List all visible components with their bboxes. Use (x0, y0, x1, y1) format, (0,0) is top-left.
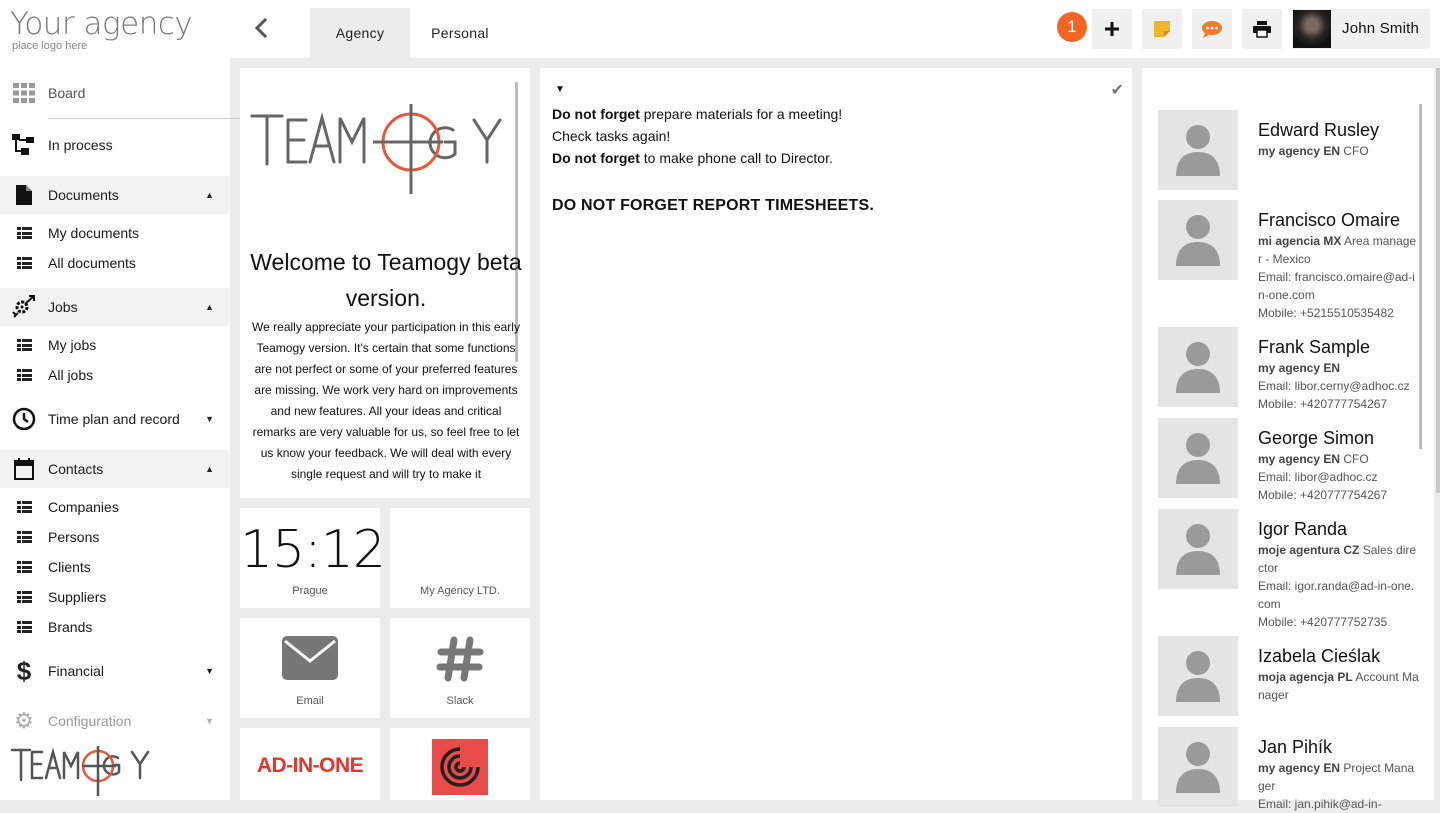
sticky-note-button[interactable] (1142, 9, 1182, 49)
slack-widget[interactable] (390, 618, 530, 718)
nav-brands[interactable] (0, 612, 230, 642)
company-name: My Agency LTD. (420, 585, 500, 597)
collapse-icon: ▲ (205, 190, 214, 200)
notification-badge[interactable]: 1 (1057, 12, 1087, 42)
list-icon (16, 499, 32, 515)
nav-my-documents[interactable] (0, 218, 230, 248)
list-icon (16, 619, 32, 635)
nav-all-documents-label: All documents (48, 255, 136, 271)
note-line: Check tasks again! (552, 128, 671, 144)
nav-companies[interactable] (0, 492, 230, 522)
nav-documents[interactable] (0, 176, 230, 214)
collapse-icon: ▲ (205, 302, 214, 312)
welcome-title: Welcome to Teamogy beta version. (250, 249, 522, 311)
add-button[interactable] (1092, 9, 1132, 49)
nav-my-documents-label: My documents (48, 225, 140, 241)
nav-financial-label: Financial (48, 663, 105, 679)
workflow-icon (12, 133, 36, 157)
nav-contacts-label: Contacts (48, 461, 104, 477)
expand-icon: ▼ (205, 414, 214, 424)
nav-my-jobs[interactable] (0, 330, 230, 360)
contact-email[interactable]: Email: francisco.omaire@ad-in-one.com (1258, 270, 1415, 302)
list-icon (16, 529, 32, 545)
contact-mobile[interactable]: Mobile: +420777754267 (1258, 397, 1388, 411)
clock-widget[interactable] (240, 508, 385, 608)
contact-name: Jan Pihík (1258, 737, 1333, 757)
list-icon (16, 367, 32, 383)
welcome-text: We really appreciate your participation in this early Teamogy version. It's certain that some functions are not perfect or some of your preferred features are missing. We work very hard on improvements and new features. All your ideas and critical remarks are very valuable for us, so feel free to let us know your feedback. We will deal with every single request and will try to make it (252, 320, 520, 481)
dollar-icon: $ (16, 655, 32, 686)
clock-city: Prague (292, 585, 328, 597)
tab-personal[interactable]: Personal (431, 25, 489, 41)
clock-icon (12, 407, 36, 431)
list-icon (16, 589, 32, 605)
nav-brands-label: Brands (48, 619, 93, 635)
notes-panel[interactable] (540, 68, 1132, 800)
email-label: Email (296, 695, 324, 707)
logo-subtitle: place logo here (12, 40, 88, 52)
nav-clients-label: Clients (48, 559, 91, 575)
nav-in-process-label: In process (48, 137, 113, 153)
contact-mobile[interactable]: Mobile: +420777754267 (1258, 488, 1388, 502)
teamogy-logo (10, 742, 160, 798)
list-icon (16, 559, 32, 575)
contact-company: my agency EN Project Manager (1258, 761, 1415, 793)
note-line (552, 150, 833, 166)
contact-company: moja agencja PL Account Manager (1258, 670, 1419, 702)
logo-title: Your agency (10, 6, 193, 42)
nav-configuration-label: Configuration (48, 713, 132, 729)
contact-name: Francisco Omaire (1258, 210, 1401, 230)
chat-bubble-icon (1201, 20, 1223, 38)
hashtag-icon (436, 636, 484, 682)
person-placeholder-icon (1158, 727, 1238, 807)
list-icon (16, 337, 32, 353)
note-emphasis: Do not forget (552, 150, 640, 166)
contact-company: my agency EN (1258, 361, 1341, 375)
chevron-left-icon (254, 17, 268, 39)
nav-time-plan[interactable] (0, 400, 230, 438)
person-placeholder-icon (1158, 418, 1238, 498)
contact-email[interactable]: Email: igor.randa@ad-in-one.com (1258, 579, 1415, 611)
sticky-note-icon (1154, 21, 1170, 37)
note-line (552, 106, 842, 122)
list-icon (16, 255, 32, 271)
tab-agency[interactable]: Agency (310, 8, 410, 58)
user-name: John Smith (1342, 20, 1420, 37)
contact-company: my agency EN CFO (1258, 452, 1369, 466)
top-bar (230, 0, 1440, 58)
welcome-panel (240, 68, 530, 498)
nav-configuration[interactable] (0, 702, 230, 740)
email-widget[interactable] (240, 618, 380, 718)
check-icon[interactable]: ✔ (1110, 82, 1124, 99)
nav-suppliers-label: Suppliers (48, 589, 107, 605)
collapse-sidebar-button[interactable] (250, 14, 272, 42)
note-headline: DO NOT FORGET REPORT TIMESHEETS. (552, 197, 874, 214)
nav-jobs[interactable] (0, 288, 230, 326)
note-emphasis: Do not forget (552, 106, 640, 122)
adinone-logo: AD-IN-ONE (256, 754, 364, 777)
contact-name: Frank Sample (1258, 337, 1371, 357)
adinone-widget[interactable] (240, 728, 380, 800)
nav-persons[interactable] (0, 522, 230, 552)
expand-icon: ▼ (205, 716, 214, 726)
nav-all-documents[interactable] (0, 248, 230, 278)
person-placeholder-icon (1158, 200, 1238, 280)
document-icon (12, 183, 36, 207)
nav-my-jobs-label: My jobs (48, 337, 97, 353)
contact-mobile[interactable]: Mobile: +5215510535482 (1258, 306, 1394, 320)
nav-in-process[interactable] (0, 128, 230, 162)
person-placeholder-icon (1158, 110, 1238, 190)
note-text: prepare materials for a meeting! (639, 106, 843, 122)
grid-icon (12, 81, 36, 105)
nav-contacts[interactable] (0, 450, 230, 488)
print-button[interactable] (1242, 9, 1282, 49)
person-placeholder-icon (1158, 327, 1238, 407)
contact-company: mi agencia MX Area manager - Mexico (1258, 234, 1417, 266)
teamogy-logo (248, 98, 523, 200)
chat-button[interactable] (1192, 9, 1232, 49)
avatar (1293, 10, 1331, 48)
person-placeholder-icon (1158, 636, 1238, 716)
expand-icon: ▼ (205, 666, 214, 676)
contact-company: moje agentura CZ Sales director (1258, 543, 1417, 575)
sidebar (0, 0, 230, 800)
company-widget[interactable] (390, 508, 530, 608)
list-icon (16, 225, 32, 241)
note-text: to make phone call to Director. (639, 150, 833, 166)
contact-mobile[interactable]: Mobile: +420777752735 (1258, 615, 1388, 629)
nav-all-jobs[interactable] (0, 360, 230, 390)
nav-persons-label: Persons (48, 529, 100, 545)
nav-board-label: Board (48, 85, 86, 101)
agency-logo[interactable] (0, 0, 230, 58)
contact-name: Edward Rusley (1258, 120, 1380, 140)
contact-name: Igor Randa (1258, 519, 1348, 539)
nav-companies-label: Companies (48, 499, 119, 515)
nav-board[interactable] (0, 76, 230, 110)
nav-financial[interactable] (0, 652, 230, 690)
collapse-icon: ▲ (205, 464, 214, 474)
target-widget[interactable] (390, 728, 530, 800)
divider (48, 118, 248, 119)
gear-icon: ⚙ (14, 708, 34, 733)
calendar-icon (12, 457, 36, 481)
slack-label: Slack (446, 695, 474, 707)
jobs-icon (12, 295, 36, 319)
contact-email[interactable]: Email: libor@adhoc.cz (1258, 470, 1378, 484)
contact-email[interactable]: Email: jan.pihik@ad-in- (1258, 797, 1382, 811)
printer-icon (1253, 21, 1271, 37)
nav-clients[interactable] (0, 552, 230, 582)
target-app-icon (432, 739, 488, 795)
plus-icon (1104, 21, 1120, 37)
nav-time-plan-label: Time plan and record (48, 411, 180, 427)
user-menu[interactable] (1292, 9, 1430, 49)
nav-all-jobs-label: All jobs (48, 367, 94, 383)
contacts-panel (1142, 68, 1434, 811)
contact-name: George Simon (1258, 428, 1375, 448)
person-placeholder-icon (1158, 509, 1238, 589)
nav-jobs-label: Jobs (48, 299, 78, 315)
contact-email[interactable]: Email: libor.cerny@adhoc.cz (1258, 379, 1410, 393)
nav-documents-label: Documents (48, 187, 119, 203)
target-icon (438, 745, 482, 789)
notes-dropdown-icon[interactable]: ▼ (555, 84, 565, 95)
envelope-icon (282, 636, 338, 680)
nav-suppliers[interactable] (0, 582, 230, 612)
contact-company: my agency EN CFO (1258, 144, 1369, 158)
page-scrollbar[interactable] (1436, 68, 1440, 493)
clock-time: 15:12 (240, 520, 385, 580)
contact-name: Izabela Cieślak (1258, 646, 1381, 666)
